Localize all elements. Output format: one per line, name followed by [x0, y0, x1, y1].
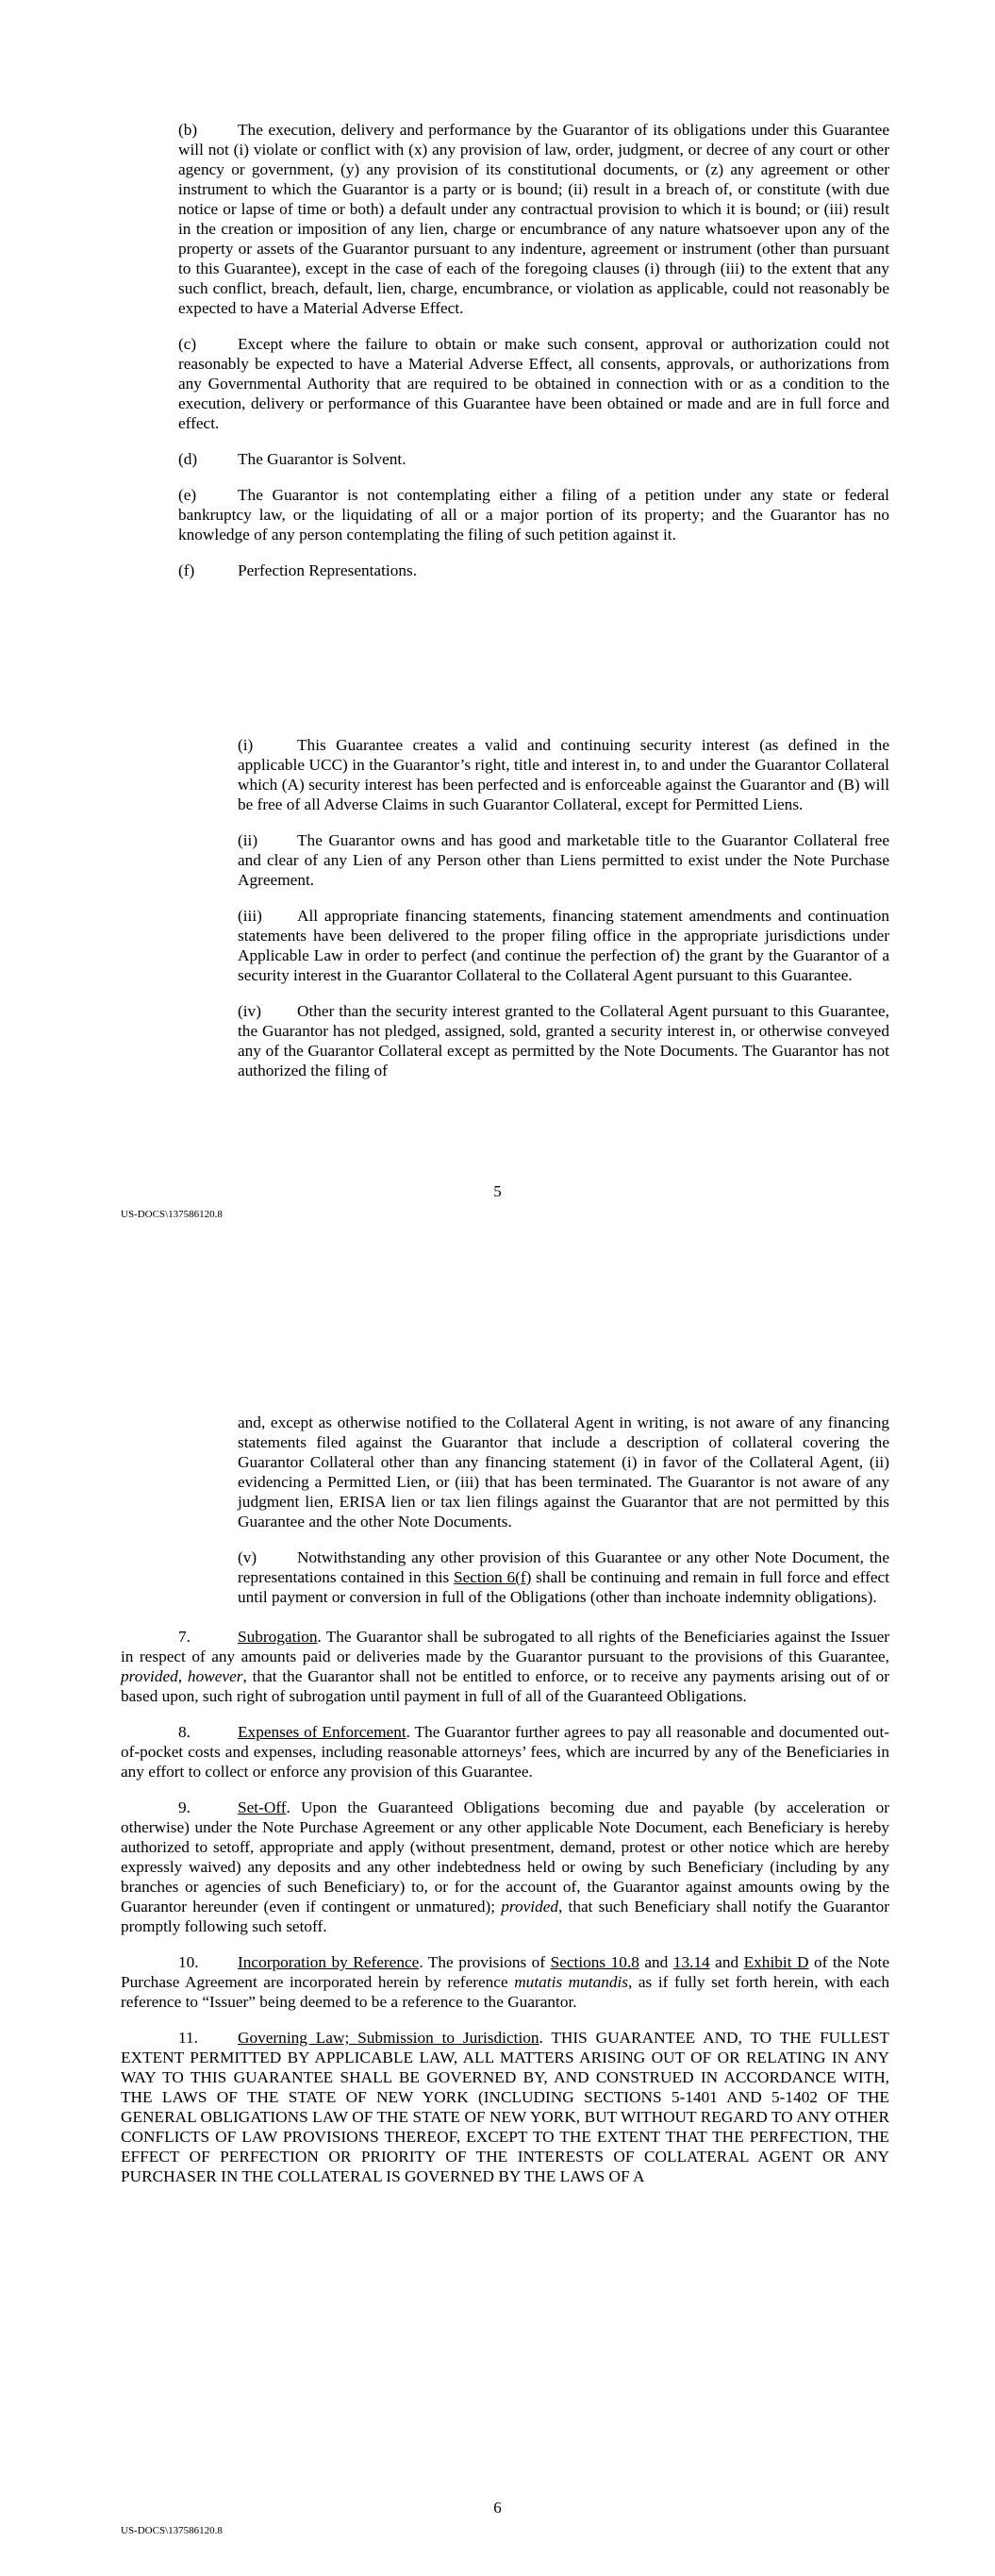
subclause-iv-label: (iv) — [238, 1002, 261, 1020]
page-6-sections — [121, 1627, 889, 2202]
subclause-iv — [238, 1001, 889, 1080]
section-10-heading: Incorporation by Reference — [238, 1953, 420, 1971]
subclause-ii — [238, 830, 889, 890]
section-11-heading: Governing Law; Submission to Jurisdiction — [238, 2029, 539, 2047]
section-11-number: 11. — [178, 2029, 198, 2047]
paragraph-f-text: Perfection Representations. — [238, 561, 418, 579]
section-8-number: 8. — [178, 1723, 191, 1741]
section-10 — [121, 1952, 889, 2012]
section-7-text-after: , that the Guarantor shall not be entitled to enforce, or to receive any payments arising out of or based upon, such right of subrogation until payment in full of all of the Guaranteed Obligations. — [121, 1667, 889, 1705]
subclause-ii-text: The Guarantor owns and has good and marketable title to the Guarantor Collateral free and clear of any Lien of any Person other than Liens permitted to exist under the Note Purchase Agreement. — [238, 831, 889, 889]
paragraph-c — [178, 334, 889, 433]
section-7-text-before: . The Guarantor shall be subrogated to all rights of the Beneficiaries against the Issuer in respect of any amounts paid or deliveries made by the Guarantor pursuant to the provisions of this Guarantee, — [121, 1628, 889, 1665]
subclause-i-text: This Guarantee creates a valid and continuing security interest (as defined in the applicable UCC) in the Guarantor’s right, title and interest in, to and under the Guarantor Collateral which (A) security interest has been perfected and is enforceable against the Guarantor and (B) will be free of all Adverse Claims in such Guarantor Collateral, except for Permitted Liens. — [238, 736, 889, 813]
subclause-iii — [238, 906, 889, 985]
section-8 — [121, 1722, 889, 1781]
page-6 — [0, 1288, 995, 2576]
paragraph-f-label: (f) — [178, 561, 195, 579]
paragraph-e-text: The Guarantor is not contemplating either a filing of a petition under any state or federal bankruptcy law, or the liquidating of all or a major portion of its property; and the Guarantor has no knowledge of any person contemplating the filing of such petition against it. — [178, 486, 889, 544]
section-9-heading: Set-Off — [238, 1798, 287, 1816]
section-9-italic: provided — [501, 1898, 559, 1915]
paragraph-b-text: The execution, delivery and performance by the Guarantor of its obligations under this Guarantee will not (i) violate or conflict with (x) any provision of law, order, judgment, or decree of any court or other agency or government, (y) any provision of its constitutional documents, or (z) any agreement or other instrument to which the Guarantor is a party or is bound; (ii) result in a breach of, or constitute (with due notice or lapse of time or both) a default under any contractual provision to which it is bound; or (iii) result in the creation or imposition of any lien, charge or encumbrance of any nature whatsoever upon any of the property or assets of the Guarantor pursuant to any indenture, agreement or instrument (other than pursuant to this Guarantee), except in the case of each of the foregoing clauses (i) through (iii) to the extent that any such conflict, breach, default, lien, charge, encumbrance, or violation as applicable, could not reasonably be expected to have a Material Adverse Effect. — [178, 121, 889, 317]
section-7-heading: Subrogation — [238, 1628, 318, 1646]
section-9-text-after: , that such Beneficiary shall notify the Guarantor promptly following such setoff. — [121, 1898, 889, 1935]
section-10-text-e: , as if fully set forth herein, with each reference to “Issuer” being deemed to be a reference to the Guarantor. — [121, 1973, 889, 2011]
page-6-subclauses — [238, 1413, 889, 1623]
section-10-number: 10. — [178, 1953, 199, 1971]
section-7-number: 7. — [178, 1628, 191, 1646]
section-11 — [121, 2028, 889, 2186]
page-5-subclauses — [238, 735, 889, 1096]
paragraph-c-label: (c) — [178, 335, 197, 353]
paragraph-b — [178, 120, 889, 318]
paragraph-e-label: (e) — [178, 486, 197, 504]
section-11-text: . THIS GUARANTEE AND, TO THE FULLEST EXTENT PERMITTED BY APPLICABLE LAW, ALL MATTERS ARISING OUT OF OR RELATING IN ANY WAY TO THIS GUARANTEE SHALL BE GOVERNED BY, AND CONSTRUED IN ACCORDANCE WITH, THE LAWS OF THE STATE OF NEW YORK (INCLUDING SECTIONS 5-1401 AND 5-1402 OF THE GENERAL OBLIGATIONS LAW OF THE STATE OF NEW YORK, BUT WITHOUT REGARD TO ANY OTHER CONFLICTS OF LAW PROVISIONS THEREOF, EXCEPT TO THE EXTENT THAT THE PERFECTION, THE EFFECT OF PERFECTION OR PRIORITY OF THE INTERESTS OF COLLATERAL AGENT OR ANY PURCHASER IN THE COLLATERAL IS GOVERNED BY THE LAWS OF A — [121, 2029, 889, 2185]
subclause-v-text-before: Notwithstanding any other provision of this Guarantee or any other Note Document, the representations contained in this — [238, 1548, 889, 1586]
subclause-ii-label: (ii) — [238, 831, 258, 849]
subclause-i — [238, 735, 889, 814]
paragraph-c-text: Except where the failure to obtain or make such consent, approval or authorization could not reasonably be expected to have a Material Adverse Effect, all consents, approvals, or authorizations from any Governmental Authority that are required to be obtained in connection with or as a condition to the execution, delivery or performance of this Guarantee have been obtained or made and are in full force and effect. — [178, 335, 889, 432]
subclause-iv-text: Other than the security interest granted to the Collateral Agent pursuant to this Guarantee, the Guarantor has not pledged, assigned, sold, granted a security interest in, or otherwise conveyed any of the Guarantor Collateral except as permitted by the Note Documents. The Guarantor has not authorized the filing of — [238, 1002, 889, 1079]
paragraph-d-text: The Guarantor is Solvent. — [238, 450, 406, 468]
section-10-text-a: . The provisions of — [419, 1953, 551, 1971]
paragraph-e — [178, 485, 889, 544]
section-7 — [121, 1627, 889, 1706]
section-10-ref-13-14: 13.14 — [672, 1953, 710, 1971]
section-9 — [121, 1798, 889, 1936]
section-10-text-d: of the Note Purchase Agreement are incorporated herein by reference — [121, 1953, 890, 1991]
section-10-ref-sections: Sections 10.8 — [550, 1953, 639, 1971]
section-10-ref-exhibit-d: Exhibit D — [743, 1953, 809, 1971]
subclause-iii-label: (iii) — [238, 907, 262, 925]
document-id: US-DOCS\137586120.8 — [121, 1209, 223, 1220]
section-9-text-before: . Upon the Guaranteed Obligations becoming due and payable (by acceleration or otherwise) under the Note Purchase Agreement or any other applicable Note Document, each Beneficiary is hereby authorized to setoff, appropriate and apply (without presentment, demand, protest or other notice which are hereby expressly waived) any deposits and any other indebtedness held or owing by such Beneficiary (including by any branches or agencies of such Beneficiary) to, or for the account of, the Guarantor against amounts owing by the Guarantor hereunder (even if contingent or unmatured); — [121, 1798, 889, 1915]
section-10-text-b: and — [638, 1953, 673, 1971]
section-9-number: 9. — [178, 1798, 191, 1816]
document-id: US-DOCS\137586120.8 — [121, 2525, 223, 2536]
subclause-v — [238, 1547, 889, 1607]
page-number: 6 — [493, 2499, 502, 2517]
subclause-i-label: (i) — [238, 736, 254, 754]
subclause-v-label: (v) — [238, 1548, 257, 1566]
paragraph-d-label: (d) — [178, 450, 198, 468]
section-8-text: . The Guarantor further agrees to pay all reasonable and documented out-of-pocket costs and expenses, including reasonable attorneys’ fees, which are incurred by any of the Beneficiaries in any effort to collect or enforce any provision of this Guarantee. — [121, 1723, 889, 1781]
paragraph-f — [178, 560, 889, 580]
page-5-upper-block — [178, 120, 889, 596]
section-8-heading: Expenses of Enforcement — [238, 1723, 406, 1741]
subclause-v-text-after: shall be continuing and remain in full force and effect until payment or conversion in full of the Obligations (other than inchoate indemnity obligations). — [238, 1568, 889, 1606]
section-6f-reference: Section 6(f) — [453, 1568, 532, 1586]
section-7-italic: provided, however — [121, 1667, 243, 1685]
paragraph-d — [178, 449, 889, 469]
paragraph-b-label: (b) — [178, 121, 198, 139]
section-10-text-c: and — [709, 1953, 744, 1971]
subclause-iii-text: All appropriate financing statements, financing statement amendments and continuation statements have been delivered to the proper filing office in the appropriate jurisdictions under Applicable Law in order to perfect (and continue the perfection of) the grant by the Guarantor of a security interest in the Guarantor Collateral to the Collateral Agent pursuant to this Guarantee. — [238, 907, 889, 984]
page-number: 5 — [493, 1182, 502, 1200]
subclause-iv-continued: and, except as otherwise notified to the Collateral Agent in writing, is not aware of any financing statements filed against the Guarantor that include a description of collateral covering the Guarantor Collateral other than any financing statement (i) in favor of the Collateral Agent, (ii) evidencing a Permitted Lien, or (iii) that has been terminated. The Guarantor is not aware of any judgment lien, ERISA lien or tax lien filings against the Guarantor that are not permitted by this Guarantee and the other Note Documents. — [238, 1413, 889, 1531]
section-10-italic: mutatis mutandis — [514, 1973, 629, 1991]
